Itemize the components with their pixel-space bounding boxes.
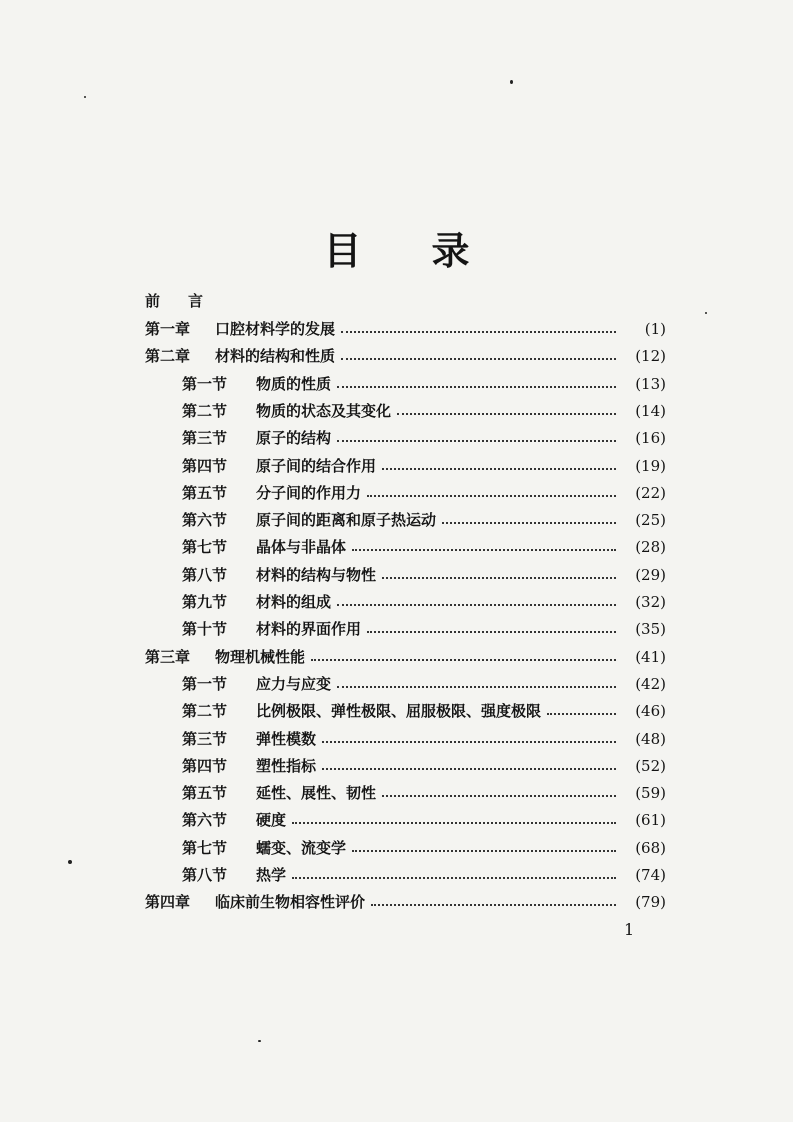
dot-leader (371, 902, 616, 906)
toc-entry-label: 第一章 (145, 320, 191, 338)
toc-section-entry (182, 480, 666, 506)
toc-entry-label: 第七节 (182, 538, 228, 557)
toc-entry-page: (52) (635, 756, 666, 775)
toc-entry-page: (25) (635, 511, 666, 530)
dot-leader (382, 793, 616, 797)
toc-entry-page: (74) (635, 866, 666, 884)
toc-entry-page: (12) (635, 347, 666, 366)
dot-leader (322, 739, 616, 743)
toc-entry-title: 晶体与非晶体 (256, 538, 347, 557)
toc-entry-label: 第五节 (182, 483, 228, 502)
toc-entry-page: (46) (635, 702, 666, 721)
dot-leader (442, 520, 616, 524)
dot-leader (337, 602, 616, 606)
toc-entry-page: (48) (635, 729, 666, 748)
toc-entry-title: 塑性指标 (256, 756, 317, 775)
toc-entry-page: (14) (635, 401, 666, 420)
toc-entry-label: 第二节 (182, 401, 228, 420)
toc-section-entry (182, 671, 666, 697)
scan-speck (705, 312, 707, 314)
dot-leader (352, 547, 616, 551)
toc-entry-label: 第二章 (145, 347, 191, 366)
toc-entry-label: 第五节 (182, 784, 228, 803)
dot-leader (322, 766, 616, 770)
dot-leader (341, 356, 616, 360)
toc-entry-title: 材料的界面作用 (256, 620, 362, 639)
toc-entry-title: 原子间的距离和原子热运动 (256, 511, 437, 530)
toc-entry-label: 第九节 (182, 593, 228, 611)
toc-section-entry (182, 780, 666, 806)
toc-entry-page: (61) (635, 811, 666, 830)
toc-entry-title: 材料的结构和性质 (215, 347, 336, 366)
toc-section-entry (182, 862, 666, 888)
toc-section-entry (182, 835, 666, 861)
toc-section-entry (182, 726, 666, 752)
toc-entry-label: 第六节 (182, 811, 228, 830)
dot-leader (547, 711, 616, 715)
toc-entry-label: 第四节 (182, 456, 228, 475)
toc-entry-page: (35) (635, 620, 666, 639)
toc-entry-title: 蠕变、流变学 (256, 838, 347, 857)
dot-leader (337, 684, 616, 688)
toc-entry-title: 硬度 (256, 811, 287, 830)
toc-section-entry (182, 562, 666, 588)
toc-entry-page: (22) (635, 483, 666, 502)
preface-label: 前言 (145, 292, 232, 310)
dot-leader (337, 438, 616, 442)
dot-leader (352, 848, 616, 852)
toc-entry-title: 比例极限、弹性极限、屈服极限、强度极限 (256, 702, 542, 721)
toc-section-entry (182, 698, 666, 724)
scan-speck (68, 860, 72, 864)
toc-entry-title: 口腔材料学的发展 (215, 320, 336, 338)
toc-entry-page: (29) (635, 565, 666, 584)
toc-section-entry (182, 616, 666, 642)
toc-entry-title: 临床前生物相容性评价 (215, 893, 366, 912)
toc-section-entry (182, 371, 666, 397)
toc-entry-label: 第四章 (145, 893, 191, 912)
toc-entry-label: 第三节 (182, 429, 228, 448)
toc-entry-label: 第四节 (182, 756, 228, 775)
toc-entry-title: 弹性模数 (256, 729, 317, 748)
toc-entry-label: 第一节 (182, 374, 228, 393)
preface-entry (145, 288, 345, 314)
dot-leader (397, 411, 616, 415)
toc-entry-title: 物质的状态及其变化 (256, 401, 392, 420)
toc-entry-page: (1) (644, 320, 666, 338)
scan-speck (84, 96, 86, 98)
toc-section-entry (182, 807, 666, 833)
toc-entry-label: 第八节 (182, 565, 228, 584)
toc-entry-page: (79) (635, 893, 666, 912)
toc-entry-title: 原子间的结合作用 (256, 456, 377, 475)
toc-entry-page: (68) (635, 838, 666, 857)
toc-entry-title: 材料的组成 (256, 593, 332, 611)
toc-chapter-entry (145, 889, 666, 915)
toc-entry-page: (42) (635, 674, 666, 693)
toc-entry-title: 热学 (256, 866, 287, 884)
toc-entry-page: (19) (635, 456, 666, 475)
toc-entry-page: (32) (635, 593, 666, 611)
toc-section-entry (182, 534, 666, 560)
toc-entry-page: (41) (635, 647, 666, 666)
toc-entry-label: 第一节 (182, 674, 228, 693)
toc-entry-label: 第三章 (145, 647, 191, 666)
toc-section-entry (182, 753, 666, 779)
toc-section-entry (182, 425, 666, 451)
toc-section-entry (182, 398, 666, 424)
toc-entry-title: 材料的结构与物性 (256, 565, 377, 584)
dot-leader (382, 466, 616, 470)
toc-entry-title: 物质的性质 (256, 374, 332, 393)
scan-speck (258, 1040, 261, 1042)
dot-leader (341, 329, 616, 333)
toc-section-entry (182, 453, 666, 479)
toc-entry-title: 延性、展性、韧性 (256, 784, 377, 803)
toc-section-entry (182, 507, 666, 533)
toc-entry-page: (28) (635, 538, 666, 557)
toc-entry-title: 物理机械性能 (215, 647, 306, 666)
dot-leader (337, 384, 616, 388)
toc-chapter-entry (145, 316, 666, 342)
toc-entry-page: (16) (635, 429, 666, 448)
scan-speck (510, 80, 513, 84)
page-title (0, 220, 793, 275)
toc-entry-title: 原子的结构 (256, 429, 332, 448)
dot-leader (382, 575, 616, 579)
toc-entry-label: 第十节 (182, 620, 228, 639)
dot-leader (292, 875, 616, 879)
toc-entry-label: 第六节 (182, 511, 228, 530)
toc-entry-label: 第三节 (182, 729, 228, 748)
toc-section-entry (182, 589, 666, 615)
toc-entry-title: 分子间的作用力 (256, 483, 362, 502)
toc-chapter-entry (145, 644, 666, 670)
toc-entry-title: 应力与应变 (256, 674, 332, 693)
toc-entry-page: (59) (635, 784, 666, 803)
toc-chapter-entry (145, 343, 666, 369)
dot-leader (367, 493, 616, 497)
toc-entry-label: 第八节 (182, 866, 228, 884)
title-char-2: 录 (431, 228, 470, 273)
dot-leader (292, 820, 616, 824)
toc-entry-label: 第二节 (182, 702, 228, 721)
toc-entry-label: 第七节 (182, 838, 228, 857)
title-char-1: 目 (323, 228, 362, 273)
dot-leader (311, 657, 616, 661)
dot-leader (367, 629, 616, 633)
page-number: 1 (624, 920, 635, 939)
toc-entry-page: (13) (635, 374, 666, 393)
